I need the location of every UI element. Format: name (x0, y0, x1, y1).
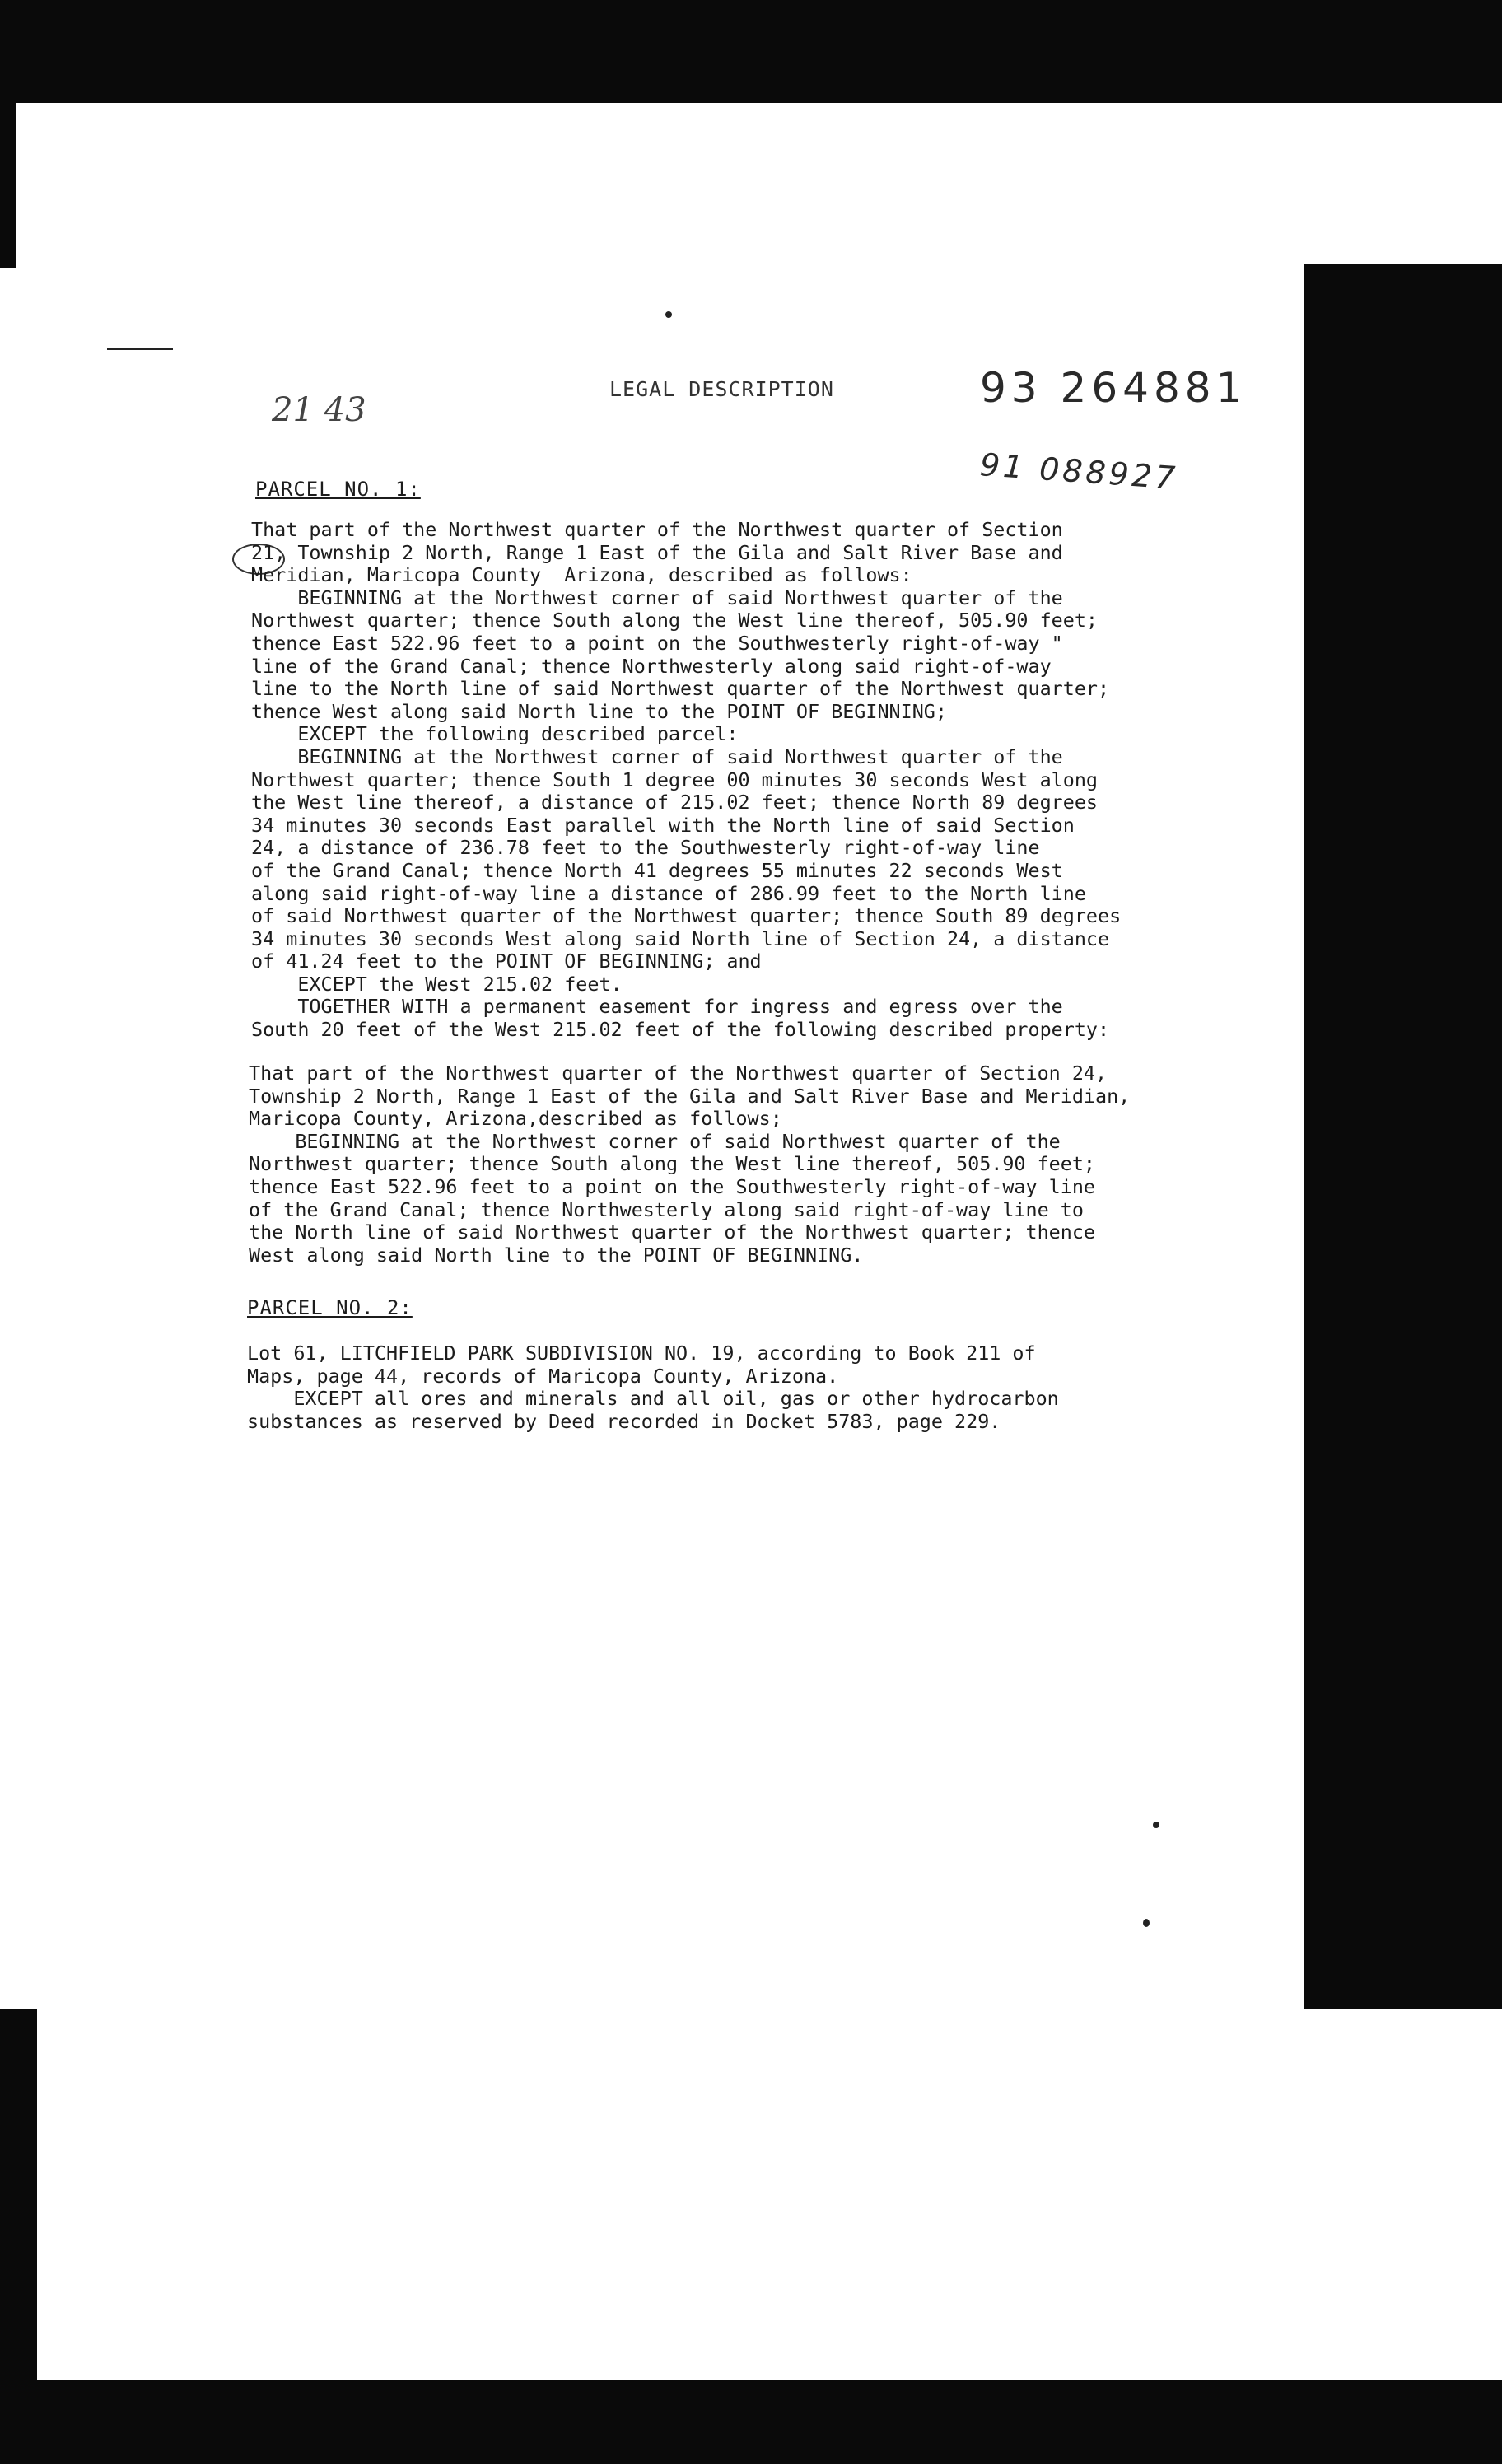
scan-speck (1153, 1822, 1159, 1828)
parcel-2-description: Lot 61, LITCHFIELD PARK SUBDIVISION NO. 19, according to Book 211 of Maps, page 44, records of Maricopa County, Arizona. EXCEPT all ores and minerals and all oil, gas or other hydrocarbon substances as reserved by Deed recorded in Docket 5783, page 229. (247, 1342, 1059, 1433)
scan-border-right (1304, 264, 1502, 2009)
scan-border-bottom (0, 2380, 1502, 2464)
handwritten-marks: 21 43 (272, 391, 366, 429)
scan-streak (107, 348, 173, 350)
scan-border-top (0, 0, 1502, 103)
scan-border-left-upper (0, 103, 16, 268)
parcel-1-heading: PARCEL NO. 1: (255, 478, 421, 501)
recording-number-primary: 93 264881 (980, 364, 1248, 412)
document-title: LEGAL DESCRIPTION (609, 377, 834, 401)
scan-speck (1143, 1919, 1150, 1927)
parcel-1-description: That part of the Northwest quarter of the Northwest quarter of Section 21, Township 2 North, Range 1 East of the Gila and Salt River Base and Meridian, Maricopa County Arizona, described as follows: BEGINNING at the Northwest corner of said Northwest quarter of the Northwest quarter; thence South along the West line thereof, 505.90 feet; thence East 522.96 feet to a point on the Southwesterly right-of-way " line of the Grand Canal; thence Northwesterly along said right-of-way line to the North line of said Northwest quarter of the Northwest quarter; thence West along said North line to the POINT OF BEGINNING; EXCEPT the following described parcel: BEGINNING at the Northwest corner of said Northwest quarter of the Northwest quarter; thence South 1 degree 00 minutes 30 seconds West along the West line thereof, a distance of 215.02 feet; thence North 89 degrees 34 minutes 30 seconds East parallel with the North line of said Section 24, a distance of 236.78 feet to the Southwesterly right-of-way line of the Grand Canal; thence North 41 degrees 55 minutes 22 seconds West along said right-of-way line a distance of 286.99 feet to the North line of said Northwest quarter of the Northwest quarter; thence South 89 degrees 34 minutes 30 seconds West along said North line of Section 24, a distance of 41.24 feet to the POINT OF BEGINNING; and EXCEPT the West 215.02 feet. TOGETHER WITH a permanent easement for ingress and egress over the South 20 feet of the West 215.02 feet of the following described property: (251, 518, 1122, 1042)
parcel-2-heading: PARCEL NO. 2: (247, 1296, 413, 1319)
recording-number-secondary: 91 088927 (978, 446, 1180, 497)
parcel-1-easement-property-description: That part of the Northwest quarter of the Northwest quarter of Section 24, Township 2 North, Range 1 East of the Gila and Salt River Base and Meridian, Maricopa County, Arizona,described as follows; BEGINNING at the Northwest corner of said Northwest quarter of the Northwest quarter; thence South along the West line thereof, 505.90 feet; thence East 522.96 feet to a point on the Southwesterly right-of-way line of the Grand Canal; thence Northwesterly along said right-of-way line to the North line of said Northwest quarter of the Northwest quarter; thence West along said North line to the POINT OF BEGINNING. (249, 1062, 1131, 1267)
scan-speck (665, 311, 672, 318)
